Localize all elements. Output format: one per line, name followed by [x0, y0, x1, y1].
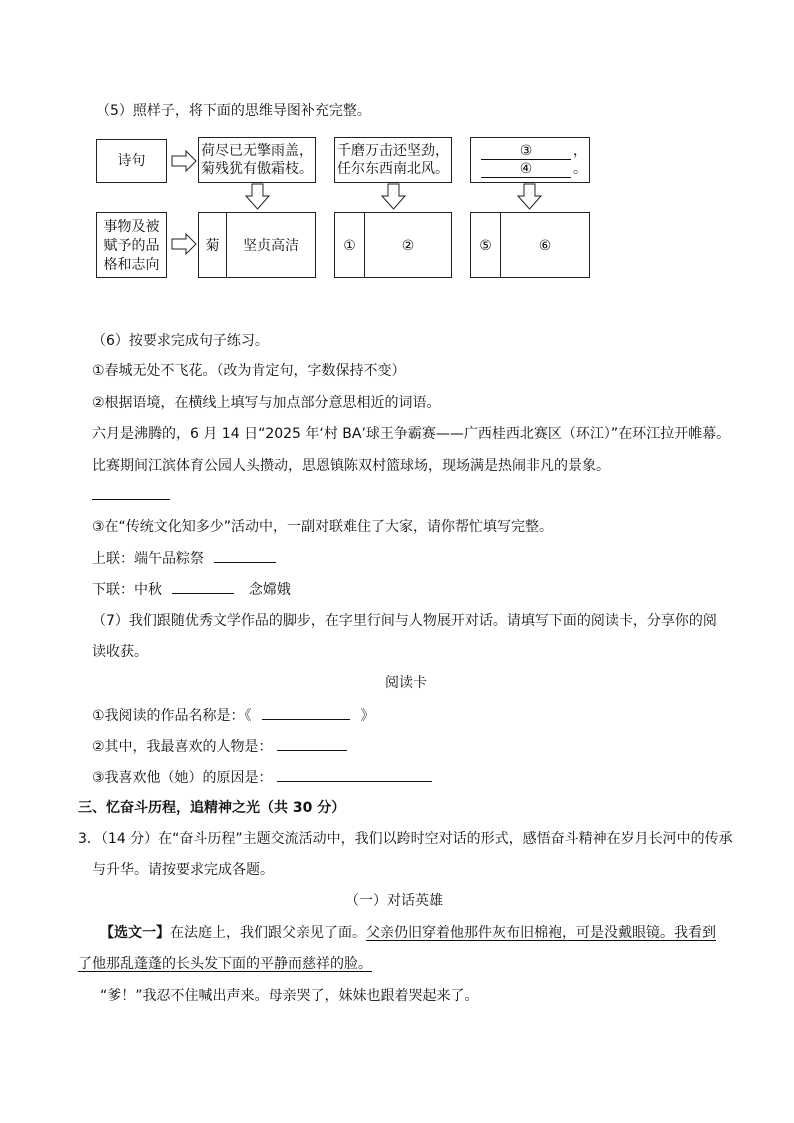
sub-section-title: （一）对话英雄 [345, 893, 443, 909]
q5-instruction: （5）照样子，将下面的思维导图补充完整。 [96, 103, 371, 119]
reading-card-item2 [92, 736, 347, 757]
q6-item2: ②根据语境，在横线上填写与加点部分意思相近的词语。 [92, 395, 441, 411]
couplet-lower-prefix: 下联：中秋 [92, 582, 162, 598]
q6-paragraph-line1: 六月是沸腾的，6 月 14 日“2025 年‘村 BA’球王争霸赛——广西桂西北赛区（环江）”在环江拉开帷幕。 [92, 426, 731, 442]
card-item1-prefix: ①我阅读的作品名称是：《 [92, 708, 252, 724]
q7-line2: 读收获。 [92, 644, 148, 660]
passage-line1 [100, 923, 716, 943]
q6-instruction: （6）按要求完成句子练习。 [92, 333, 269, 349]
reading-card-item3 [92, 767, 432, 788]
blank-marker-4: ④ [519, 161, 533, 177]
card-item3-text: ③我喜欢他（她）的原因是： [92, 770, 273, 786]
reading-card-title: 阅读卡 [385, 675, 427, 691]
passage-label: 【选文一】 [100, 925, 170, 941]
couplet-upper-blank[interactable] [214, 548, 276, 563]
cell2-trait: ② [401, 238, 415, 254]
couplet-lower-suffix: 念嫦娥 [248, 582, 291, 598]
favorite-character-blank[interactable] [277, 736, 347, 751]
blank-marker-3: ③ [519, 143, 533, 159]
row2-label-line2: 赋予的品 [103, 238, 160, 254]
passage-plain: 在法庭上，我们跟父亲见了面。 [170, 925, 366, 941]
down-arrow-icon [382, 184, 405, 209]
couplet-upper-text: 上联：端午品粽祭 [92, 551, 204, 567]
poem1-line2: 菊残犹有傲霜枝。 [201, 161, 313, 177]
couplet-lower [92, 579, 291, 600]
right-arrow-icon [172, 234, 196, 254]
couplet-upper [92, 548, 276, 569]
poem2-line1: 千磨万击还坚劲， [337, 143, 449, 159]
q6-item1: ①春城无处不飞花。（改为肯定句，字数保持不变） [92, 363, 406, 379]
couplet-lower-blank[interactable] [172, 579, 234, 594]
cell1-object: 菊 [205, 238, 220, 254]
poem3-period: 。 [573, 161, 587, 177]
poem1-line1: 荷尽已无擎雨盖， [201, 143, 313, 159]
answer-blank[interactable] [92, 499, 170, 500]
reason-blank[interactable] [277, 767, 432, 782]
poem3-comma: ， [573, 143, 587, 159]
card-item2-text: ②其中，我最喜欢的人物是： [92, 739, 273, 755]
right-arrow-icon [172, 151, 196, 171]
down-arrow-icon [246, 184, 269, 209]
down-arrow-icon [518, 184, 541, 209]
passage-line3: “爹！”我忍不住喊出声来。母亲哭了，妹妹也跟着哭起来了。 [100, 988, 479, 1004]
q6-paragraph-line2: 比赛期间江滨体育公园人头攒动，思恩镇陈双村篮球场，现场满是热闹非凡的景象。 [92, 458, 610, 474]
card-item1-suffix: 》 [360, 708, 375, 724]
cell3-object: ⑤ [479, 238, 492, 254]
section3-heading: 三、忆奋斗历程，追精神之光（共 30 分） [78, 800, 346, 816]
q3-line2: 与升华。请按要求完成各题。 [92, 862, 274, 878]
row2-label-line3: 格和志向 [103, 257, 160, 273]
q6-item3: ③在“传统文化知多少”活动中，一副对联难住了大家，请你帮忙填写完整。 [92, 519, 554, 535]
work-title-blank[interactable] [262, 705, 350, 720]
cell1-trait: 坚贞高洁 [243, 238, 299, 254]
passage-underlined-2: 了他那乱蓬蓬的长头发下面的平静而慈祥的脸。 [78, 956, 372, 972]
cell2-object: ① [343, 238, 356, 254]
row1-label: 诗句 [117, 153, 146, 169]
cell3-trait: ⑥ [538, 238, 552, 254]
passage-underlined-1: 父亲仍旧穿着他那件灰布旧棉袍，可是没戴眼镜。我看到 [366, 925, 716, 941]
q7-line1: （7）我们跟随优秀文学作品的脚步，在字里行间与人物展开对话。请填写下面的阅读卡，分享你的阅 [92, 613, 717, 629]
row2-label-line1: 事物及被 [103, 219, 160, 235]
reading-card-item1 [92, 705, 374, 726]
poem2-line2: 任尔东西南北风。 [337, 161, 449, 177]
q3-line1: 3．（14 分）在“奋斗历程”主题交流活动中，我们以跨时空对话的形式，感悟奋斗精神在岁月长河中的传承 [78, 831, 733, 847]
